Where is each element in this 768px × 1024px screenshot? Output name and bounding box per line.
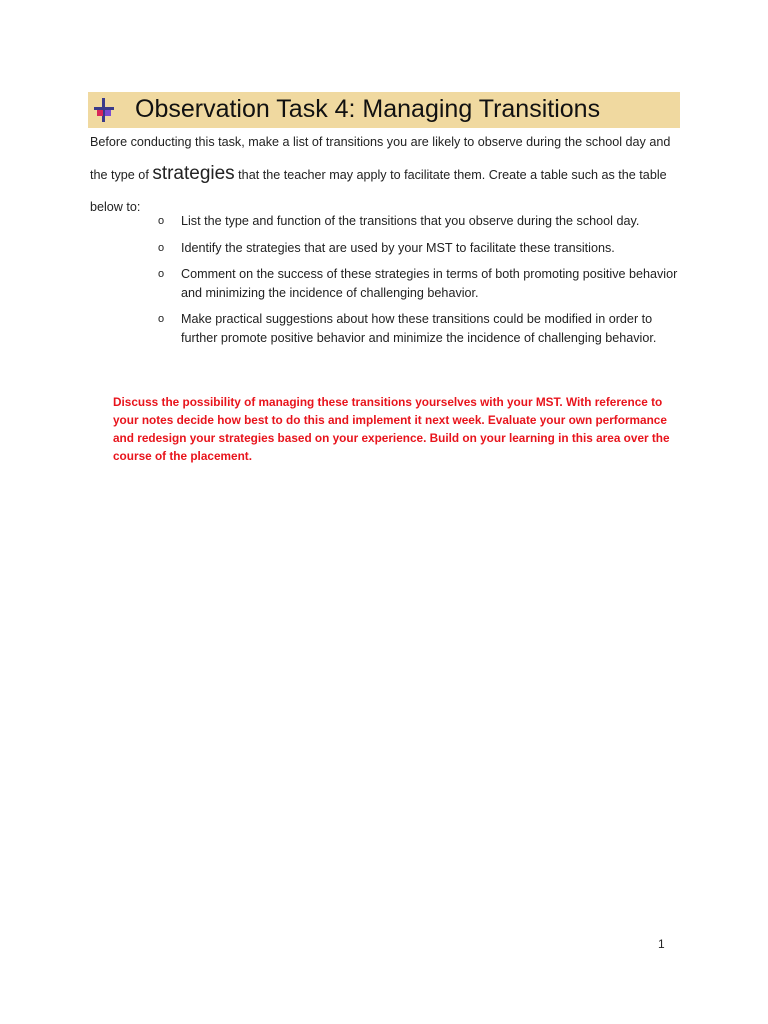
- task-bullet-list: [158, 212, 678, 355]
- list-item-text: Make practical suggestions about how these transitions could be modified in order to further promote positive behavior and minimize the incidence of challenging behavior.: [181, 312, 657, 345]
- bullet-marker: o: [158, 313, 165, 325]
- section-heading-bar: [88, 92, 680, 128]
- list-item: [158, 212, 678, 231]
- page-title: Observation Task 4: Managing Transitions: [135, 95, 601, 123]
- list-item-text: Comment on the success of these strategies in terms of both promoting positive behavior and minimizing the incidence of challenging behavior.: [181, 267, 678, 300]
- page-number: 1: [658, 937, 665, 951]
- bullet-marker: o: [158, 215, 165, 227]
- intro-text-start: Before conducting this task, make a list of transitions you are likely to observe during the school day and the type of: [90, 135, 671, 182]
- bullet-marker: o: [158, 241, 165, 254]
- list-item: [158, 239, 678, 258]
- list-item-text: Identify the strategies that are used by your MST to facilitate these transitions.: [181, 240, 615, 255]
- intro-paragraph: [90, 126, 690, 223]
- intro-text-end: that the teacher may apply to facilitate them. Create a table such as the table below to:: [90, 168, 667, 214]
- list-item: [158, 310, 678, 347]
- instruction-note: Discuss the possibility of managing these transitions yourselves with your MST. With reference to your notes decide how best to do this and implement it next week. Evaluate your own performance and redesign your strategies based on your experience. Build on your learning in this area over the course of the placement.: [113, 395, 670, 463]
- bullet-marker-icon: [94, 98, 114, 122]
- intro-emphasis: strategies: [152, 163, 235, 184]
- bullet-marker: o: [158, 268, 165, 280]
- list-item-text: List the type and function of the transitions that you observe during the school day.: [181, 214, 640, 228]
- list-item: [158, 265, 678, 302]
